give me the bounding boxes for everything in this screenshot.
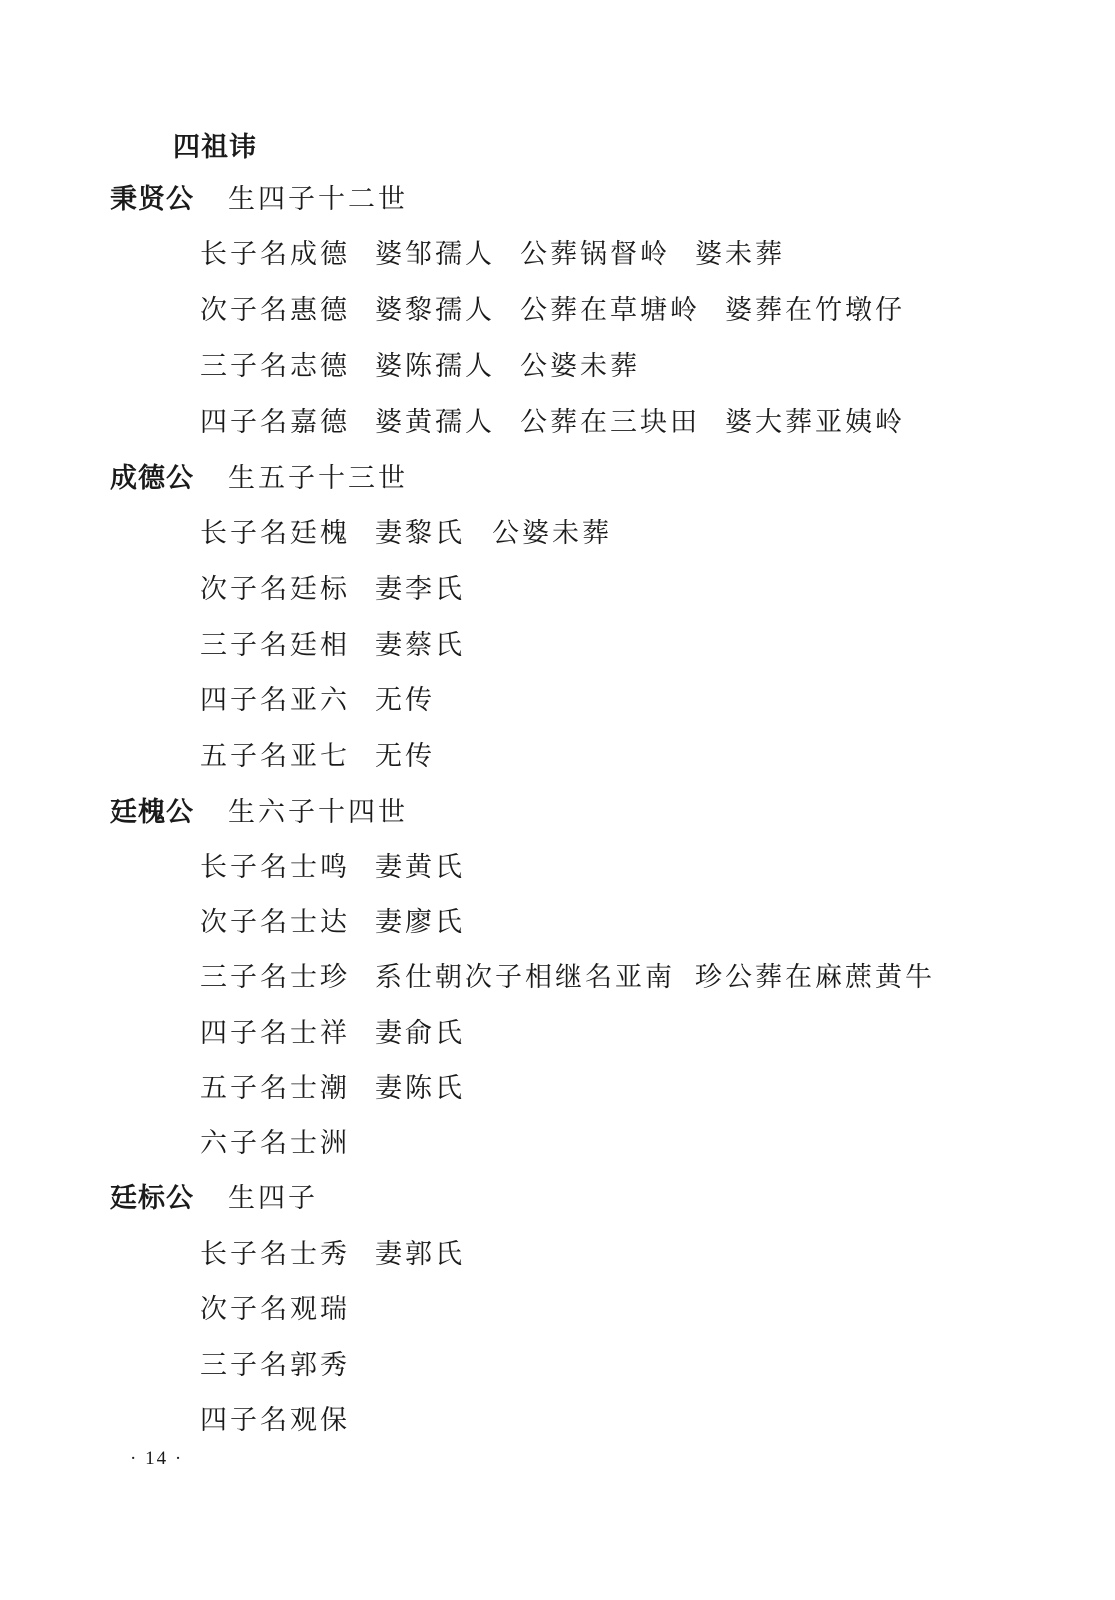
child-name: 次子名廷标: [200, 574, 350, 605]
child-line: [200, 1238, 465, 1272]
burial-note: 婆未葬: [695, 239, 785, 270]
child-line: [200, 406, 905, 440]
child-line: [200, 1293, 350, 1327]
child-line: [200, 517, 612, 551]
child-name: 五子名士潮: [200, 1073, 350, 1104]
spouse: 婆黄孺人: [375, 407, 495, 438]
spouse: 婆邹孺人: [375, 239, 495, 270]
child-line: [200, 238, 785, 272]
burial-note: 婆葬在竹墩仔: [725, 295, 905, 326]
spouse: 妻黎氏: [375, 518, 465, 549]
ancestor-name: 成德公: [110, 463, 194, 494]
child-line: [200, 906, 465, 940]
child-name: 四子名嘉德: [200, 407, 350, 438]
child-name: 次子名士达: [200, 907, 350, 938]
page-number: · 14 ·: [130, 1448, 184, 1469]
child-line: [200, 1404, 350, 1438]
child-name: 长子名士鸣: [200, 852, 350, 883]
child-name: 次子名观瑞: [200, 1294, 350, 1325]
generation-desc: 生六子十四世: [228, 797, 408, 828]
child-name: 五子名亚七: [200, 741, 350, 772]
spouse: 妻蔡氏: [375, 630, 465, 661]
ancestor-name: 廷标公: [110, 1183, 194, 1214]
child-line: [200, 294, 905, 328]
generation-desc: 生四子十二世: [228, 184, 408, 215]
child-name: 长子名士秀: [200, 1239, 350, 1270]
burial-note: 公葬在草塘岭: [520, 295, 700, 326]
child-line: [200, 851, 465, 885]
spouse: 婆陈孺人: [375, 351, 495, 382]
child-line: [200, 684, 435, 718]
child-name: 三子名士珍: [200, 962, 350, 993]
child-name: 三子名志德: [200, 351, 350, 382]
burial-note: 公婆未葬: [492, 518, 612, 549]
child-line: [200, 1127, 350, 1161]
child-line: [200, 573, 465, 607]
adoption-note: 系仕朝次子相继名亚南: [375, 962, 675, 993]
child-name: 长子名成德: [200, 239, 350, 270]
spouse: 婆黎孺人: [375, 295, 495, 326]
generation-desc: 生五子十三世: [228, 463, 408, 494]
generation-desc: 生四子: [228, 1183, 318, 1214]
generation-line: [110, 796, 408, 830]
generation-line: [110, 183, 408, 217]
ancestor-name: 廷槐公: [110, 797, 194, 828]
burial-note: 公葬在三块田: [520, 407, 700, 438]
child-name: 三子名廷相: [200, 630, 350, 661]
spouse: 妻李氏: [375, 574, 465, 605]
note: 无传: [375, 741, 435, 772]
child-name: 四子名士祥: [200, 1018, 350, 1049]
child-name: 次子名惠德: [200, 295, 350, 326]
child-name: 长子名廷槐: [200, 518, 350, 549]
burial-note: 公婆未葬: [520, 351, 640, 382]
spouse: 妻黄氏: [375, 852, 465, 883]
child-line: [200, 1349, 350, 1383]
child-line: [200, 740, 435, 774]
child-name: 三子名郭秀: [200, 1350, 350, 1381]
note: 无传: [375, 685, 435, 716]
child-name: 四子名亚六: [200, 685, 350, 716]
child-line: [200, 350, 640, 384]
child-name: 六子名士洲: [200, 1128, 350, 1159]
child-name: 四子名观保: [200, 1405, 350, 1436]
generation-line: [110, 462, 408, 496]
burial-note: 公葬锅督岭: [520, 239, 670, 270]
spouse: 妻俞氏: [375, 1018, 465, 1049]
section-heading: 四祖讳: [173, 132, 257, 163]
spouse: 妻廖氏: [375, 907, 465, 938]
ancestor-name: 秉贤公: [110, 184, 194, 215]
spouse: 妻陈氏: [375, 1073, 465, 1104]
child-line: [200, 1072, 465, 1106]
burial-note: 婆大葬亚姨岭: [725, 407, 905, 438]
child-line: [200, 961, 935, 995]
generation-line: [110, 1182, 318, 1216]
child-line: [200, 1017, 465, 1051]
child-line: [200, 629, 465, 663]
burial-note: 珍公葬在麻蔗黄牛: [695, 962, 935, 993]
spouse: 妻郭氏: [375, 1239, 465, 1270]
